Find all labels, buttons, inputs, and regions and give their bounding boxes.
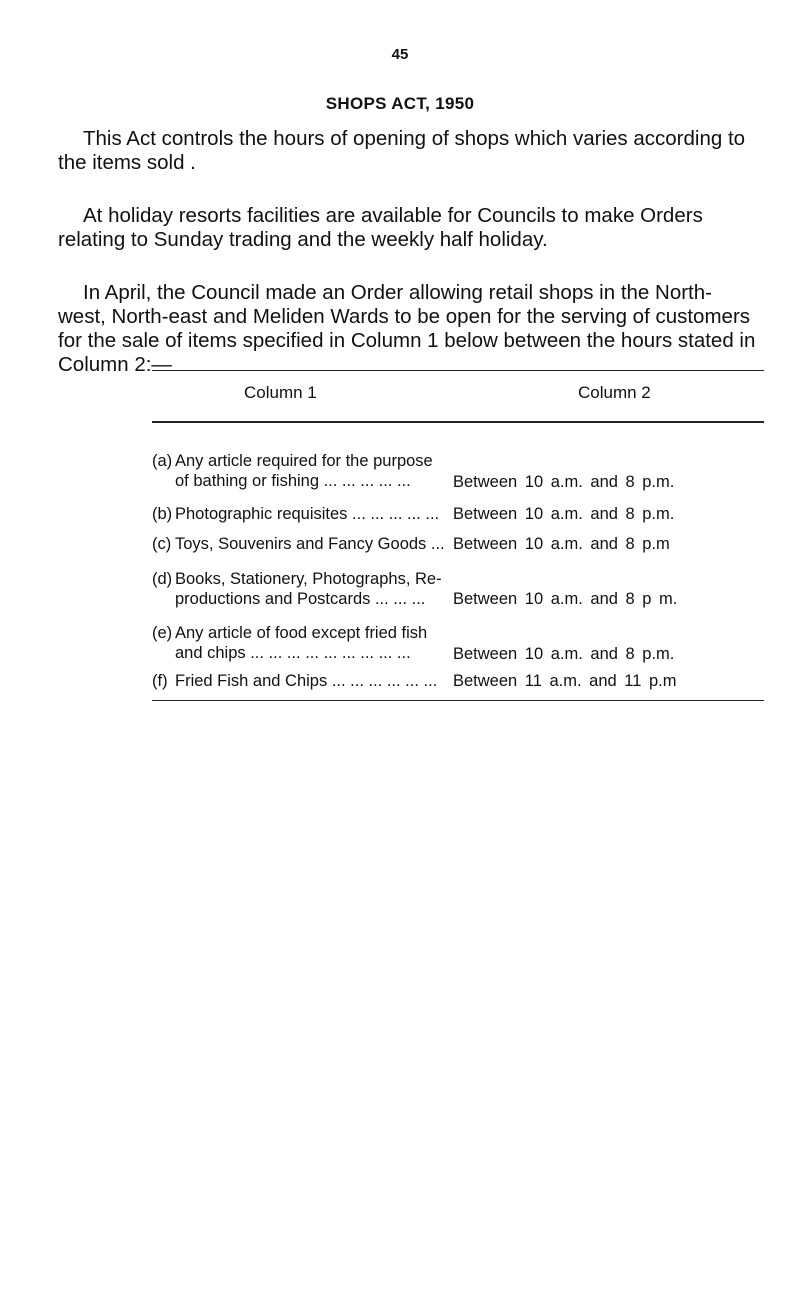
row-text-line-2: productions and Postcards ... ... ... — [175, 590, 426, 608]
row-letter: (c) — [152, 535, 172, 553]
row-text-line-2: and chips ... ... ... ... ... ... ... ... ... — [175, 644, 411, 662]
table-top-rule — [152, 370, 764, 371]
row-text-line-1: Books, Stationery, Photographs, Re- — [175, 570, 442, 588]
paragraph-council-order: In April, the Council made an Order allowing retail shops in the North-west, North-east and Meliden Wards to be open for the serving of customers for the sale of items specified in Column 1 below between the hours stated in Column 2:— — [58, 281, 756, 376]
table-row-b-hours: Between 10 a.m. and 8 p.m. — [453, 505, 675, 523]
row-letter: (f) — [152, 672, 168, 690]
table-row-f-hours: Between 11 a.m. and 11 p.m — [453, 672, 677, 690]
table-header-rule — [152, 421, 764, 423]
document-title: SHOPS ACT, 1950 — [325, 94, 475, 113]
table-row-a-description — [152, 451, 452, 491]
column-2-header: Column 2 — [578, 383, 651, 402]
column-1-header: Column 1 — [244, 383, 317, 402]
table-row-a-hours: Between 10 a.m. and 8 p.m. — [453, 473, 675, 491]
row-text-line-1: Fried Fish and Chips ... ... ... ... ... ... — [175, 672, 438, 690]
row-text-line-1: Any article required for the purpose — [175, 452, 433, 470]
table-row-c-description — [152, 534, 452, 554]
row-letter: (b) — [152, 505, 173, 523]
row-letter: (a) — [152, 452, 173, 470]
table-bottom-rule — [152, 700, 764, 701]
paragraph-holiday-resorts: At holiday resorts facilities are available for Councils to make Orders relating to Sunday trading and the weekly half holiday. — [58, 204, 703, 251]
paragraph-intro: This Act controls the hours of opening of shops which varies according to the items sold . — [58, 127, 746, 174]
row-text-line-1: Photographic requisites ... ... ... ... ... — [175, 505, 440, 523]
row-text-line-2: of bathing or fishing ... ... ... ... ... — [175, 472, 411, 490]
table-row-d-description — [152, 569, 452, 609]
row-text-line-1: Any article of food except fried fish — [175, 624, 428, 642]
table-row-e-hours: Between 10 a.m. and 8 p.m. — [453, 645, 675, 663]
table-row-b-description — [152, 504, 452, 524]
row-text-line-1: Toys, Souvenirs and Fancy Goods ... — [175, 535, 445, 553]
page-number: 45 — [391, 46, 409, 63]
row-letter: (e) — [152, 624, 173, 642]
table-row-c-hours: Between 10 a.m. and 8 p.m — [453, 535, 670, 553]
row-letter: (d) — [152, 570, 173, 588]
table-row-e-description — [152, 623, 452, 663]
table-row-f-description — [152, 671, 452, 691]
table-row-d-hours: Between 10 a.m. and 8 p m. — [453, 590, 678, 608]
